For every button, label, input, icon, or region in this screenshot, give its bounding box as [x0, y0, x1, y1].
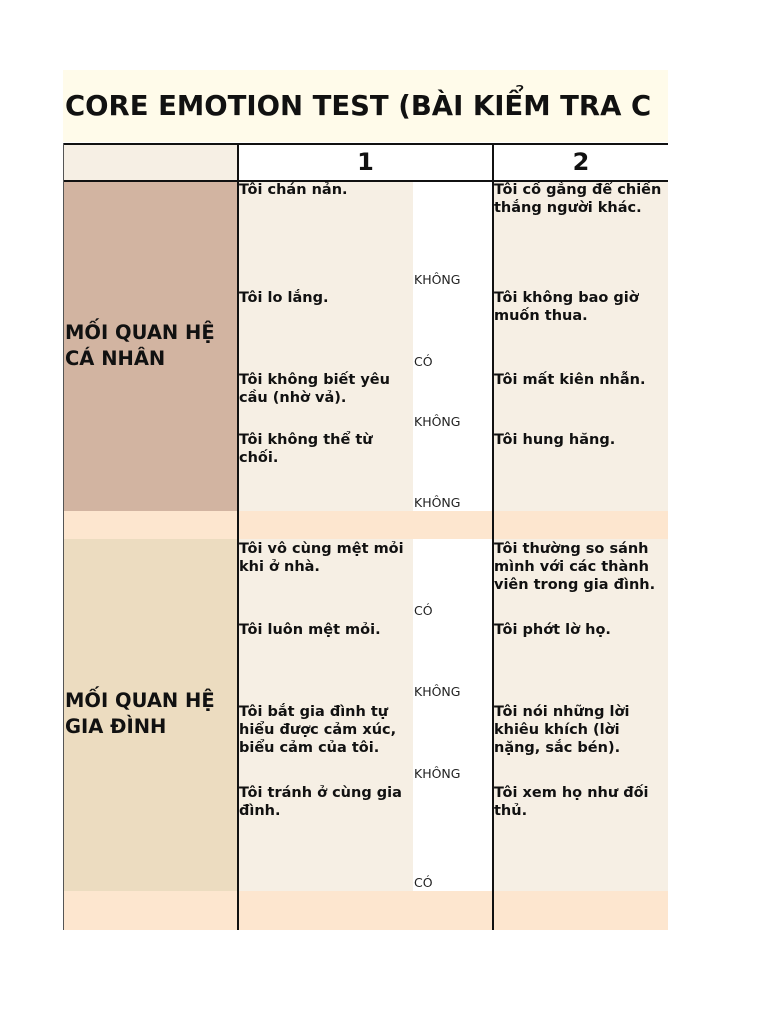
spreadsheet — [63, 70, 668, 930]
question-text: Tôi tránh ở cùng gia đình. — [239, 785, 402, 819]
answer-cell-block — [413, 539, 493, 891]
answer-cell-block — [413, 181, 493, 511]
question-text: Tôi xem họ như đối thủ. — [494, 785, 649, 819]
question-text: Tôi vô cùng mệt mỏi khi ở nhà. — [239, 541, 404, 575]
question-text: Tôi luôn mệt mỏi. — [239, 622, 381, 638]
category-label: MỐI QUAN HỆ GIA ĐÌNH — [65, 689, 215, 738]
sheet-title: CORE EMOTION TEST (BÀI KIỂM TRA C — [65, 90, 652, 122]
question-text: Tôi không thể từ chối. — [239, 432, 373, 466]
title-bar — [63, 70, 668, 142]
question-text: Tôi mất kiên nhẫn. — [494, 372, 646, 388]
header-corner-cell — [63, 144, 237, 180]
answer-value: CÓ — [414, 354, 433, 369]
answer-value: CÓ — [414, 603, 433, 618]
column-header-1: 1 — [238, 144, 493, 180]
question-text: Tôi nói những lời khiêu khích (lời nặng, sắc bén). — [494, 704, 630, 756]
question-text: Tôi bắt gia đình tự hiểu được cảm xúc, biểu cảm của tôi. — [239, 704, 397, 756]
question-cell-block — [494, 181, 668, 511]
divider-band — [63, 511, 668, 539]
answer-value: KHÔNG — [414, 684, 461, 699]
grid-line — [63, 143, 64, 930]
question-text: Tôi thường so sánh mình với các thành viên trong gia đình. — [494, 541, 656, 593]
category-label: MỐI QUAN HỆ CÁ NHÂN — [65, 321, 215, 370]
question-text: Tôi không bao giờ muốn thua. — [494, 290, 639, 324]
answer-value: KHÔNG — [414, 272, 461, 287]
question-text: Tôi không biết yêu cầu (nhờ vả). — [239, 372, 390, 406]
question-text: Tôi lo lắng. — [239, 290, 329, 306]
answer-value: KHÔNG — [414, 414, 461, 429]
answer-value: KHÔNG — [414, 766, 461, 781]
divider-band — [63, 891, 668, 930]
answer-value: CÓ — [414, 875, 433, 890]
answer-value: KHÔNG — [414, 495, 461, 510]
grid-line — [63, 143, 668, 145]
column-header-2: 2 — [494, 144, 668, 180]
question-text: Tôi hung hăng. — [494, 432, 616, 448]
question-text: Tôi cố gắng để chiến thắng người khác. — [494, 182, 662, 216]
question-text: Tôi chán nản. — [239, 182, 348, 198]
question-text: Tôi phớt lờ họ. — [494, 622, 611, 638]
